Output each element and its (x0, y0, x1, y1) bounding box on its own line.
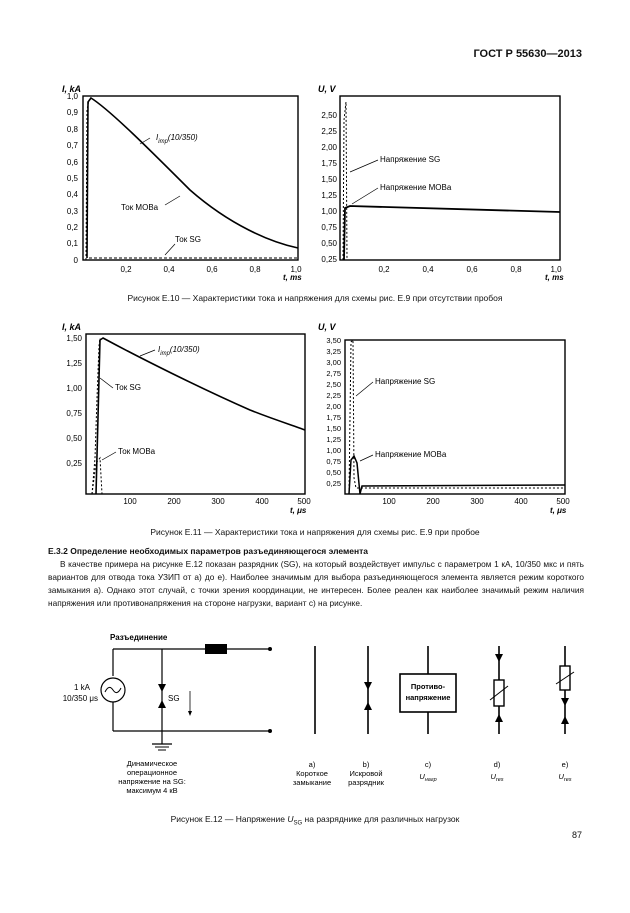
ytick: 1,0 (66, 92, 78, 101)
ytick: 3,50 (326, 336, 341, 345)
xtick: 100 (123, 497, 137, 506)
fig10-right-ylabel: U, V (318, 84, 336, 94)
xtick: 0,8 (249, 265, 261, 274)
ytick: 0 (73, 256, 78, 265)
svg-text:Ures: $U_{res}$ (490, 772, 504, 783)
svg-text:a): a) (308, 760, 316, 769)
ytick: 3,00 (326, 358, 341, 367)
svg-text:напряжение: напряжение (405, 693, 451, 702)
mov-current-label-11: Ток МОВа (118, 447, 156, 456)
ytick: 1,25 (326, 435, 341, 444)
dynamic-voltage-note (118, 759, 186, 795)
ytick: 1,75 (326, 413, 341, 422)
source-waveform: 10/350 μs (62, 694, 98, 703)
ytick: 1,75 (321, 159, 337, 168)
svg-text:e): e) (561, 760, 569, 769)
svg-text:Ures: $U_{res}$ (558, 772, 572, 783)
fig11-caption: Рисунок Е.11 — Характеристики тока и напряжения для схемы рис. Е.9 при пробое (150, 527, 480, 537)
fuse-element (205, 644, 227, 654)
svg-text:замыкание: замыкание (292, 778, 332, 787)
xtick: 0,4 (163, 265, 175, 274)
disconnect-label: Разъединение (110, 633, 168, 642)
ytick: 1,00 (66, 384, 82, 393)
ytick: 2,25 (321, 127, 337, 136)
fig10-right-plot (318, 84, 564, 282)
ytick: 0,75 (326, 457, 341, 466)
ytick: 0,5 (66, 174, 78, 183)
xtick: 0,2 (120, 265, 132, 274)
ytick: 3,25 (326, 347, 341, 356)
xtick: 400 (514, 497, 528, 506)
mov-current-label: Ток МОВа (121, 203, 159, 212)
ytick: 1,50 (326, 424, 341, 433)
page-number: 87 (571, 830, 582, 840)
xtick: 500 (556, 497, 570, 506)
ytick: 0,1 (66, 239, 78, 248)
svg-text:максимум 4 кВ: максимум 4 кВ (126, 786, 178, 795)
xtick: 500 (297, 497, 311, 506)
ytick: 0,50 (321, 239, 337, 248)
svg-text:Uнагр: $U_{нагр}$ (419, 772, 437, 783)
fig10-left-xticks (120, 265, 302, 274)
fig10-right-xticks (378, 265, 562, 274)
ytick: 1,00 (321, 207, 337, 216)
fig11-right-xticks (382, 497, 570, 506)
mov-voltage-curve (344, 206, 560, 260)
xtick: 0,4 (422, 265, 434, 274)
ytick: 1,25 (321, 191, 337, 200)
ytick: 0,25 (66, 459, 82, 468)
ytick: 2,25 (326, 391, 341, 400)
ytick: 0,4 (66, 190, 78, 199)
xtick: 0,8 (510, 265, 522, 274)
sg-current-label: Ток SG (175, 235, 201, 244)
ytick: 0,75 (66, 409, 82, 418)
sg-arrow-down (158, 684, 166, 692)
fig11-left-ylabel: I, kA (62, 322, 82, 332)
ytick: 0,7 (66, 141, 78, 150)
ytick: 0,25 (321, 255, 337, 264)
ytick: 1,25 (66, 359, 82, 368)
svg-text:c): c) (424, 760, 432, 769)
ytick: 0,50 (326, 468, 341, 477)
fig10-caption: Рисунок Е.10 — Характеристики тока и напряжения для схемы рис. Е.9 при отсутствии пробоя (127, 293, 503, 303)
iimp-curve-11 (96, 338, 305, 494)
xtick: 0,2 (378, 265, 390, 274)
xtick: 1,0 (550, 265, 562, 274)
svg-text:разрядник: разрядник (348, 778, 384, 787)
svg-text:Динамическое: Динамическое (126, 759, 178, 768)
fig11-left-xticks (123, 497, 311, 506)
ytick: 2,00 (321, 143, 337, 152)
xtick: 0,6 (466, 265, 478, 274)
ytick: 0,25 (326, 479, 341, 488)
xtick: 300 (470, 497, 484, 506)
iimp-label: $I_{imp}(10/350)$ (156, 133, 198, 145)
fig10-left-ylabel: I, kA (62, 84, 82, 94)
mov-voltage-label-11: Напряжение МОВа (375, 450, 447, 459)
ytick: 2,50 (321, 111, 337, 120)
fig11-left-plot (62, 322, 311, 515)
xtick: 200 (426, 497, 440, 506)
xtick: 1,0 (290, 265, 302, 274)
svg-text:b): b) (362, 760, 370, 769)
xtick: 100 (382, 497, 396, 506)
svg-text:операционное: операционное (126, 768, 178, 777)
fig10-right-yticks (321, 111, 337, 264)
section-heading: Е.3.2 Определение необходимых параметров разъединяющегося элемента (48, 546, 369, 556)
ytick: 2,50 (326, 380, 341, 389)
xtick: 0,6 (206, 265, 218, 274)
ytick: 0,75 (321, 223, 337, 232)
xtick: 200 (167, 497, 181, 506)
ytick: 2,00 (326, 402, 341, 411)
fig10-right-xlabel: t, ms (545, 273, 564, 282)
sg-current-label-11: Ток SG (115, 383, 141, 392)
ytick: 0,2 (66, 223, 78, 232)
xtick: 400 (255, 497, 269, 506)
ytick: 0,6 (66, 158, 78, 167)
ytick: 0,8 (66, 125, 78, 134)
fig10-left-plot (62, 84, 302, 282)
svg-text:Искровой: Искровой (349, 769, 383, 778)
svg-text:напряжение на SG:: напряжение на SG: (118, 777, 186, 786)
mov-voltage-label: Напряжение МОВа (380, 183, 452, 192)
svg-text:d): d) (493, 760, 501, 769)
sg-voltage-label-11: Напряжение SG (375, 377, 436, 386)
variant-labels (293, 760, 572, 787)
fig11-left-xlabel: t, μs (290, 506, 307, 515)
fig11-right-yticks (326, 336, 341, 488)
sg-label: SG (168, 694, 180, 703)
ytick: 0,3 (66, 207, 78, 216)
sg-voltage-curve-11 (349, 340, 565, 494)
standard-header: ГОСТ Р 55630—2013 (473, 48, 582, 60)
fig11-right-plot (318, 322, 570, 515)
figure-e11 (0, 318, 630, 518)
fig10-left-xlabel: t, ms (283, 273, 302, 282)
svg-text:Противо-: Противо- (410, 682, 446, 691)
ytick: 2,75 (326, 369, 341, 378)
ytick: 0,9 (66, 108, 78, 117)
fig11-right-xlabel: t, μs (550, 506, 567, 515)
iimp-label-11: $I_{imp}(10/350)$ (158, 345, 200, 357)
figure-e12 (0, 626, 630, 816)
iimp-curve (87, 98, 298, 258)
sg-voltage-label: Напряжение SG (380, 155, 441, 164)
fig11-left-yticks (66, 334, 82, 468)
section-paragraph: В качестве примера на рисунке Е.12 показан разрядник (SG), на который воздействует импульс с параметром 1 кА, 10/350 мкс и пять вариантов для отвода тока УЗИП от а) до е). Наиболее значимым для выбора разъединяющегося элемента является режим короткого замыкания а). Однако этот случай, с точки зрения координации, не интересен. Более реален как наиболее значимый режим наличия напряжения или противонапряжения на стороне нагрузки, вариант с) на рисунке. (48, 559, 584, 608)
sg-arrow-up (158, 700, 166, 708)
figure-e10 (0, 80, 630, 290)
svg-text:Короткое: Короткое (296, 769, 328, 778)
ytick: 1,50 (321, 175, 337, 184)
fig12-caption: Рисунок Е.12 — Напряжение $U_{SG}$ на разряднике для различных нагрузок (170, 814, 460, 827)
xtick: 300 (211, 497, 225, 506)
ytick: 1,50 (66, 334, 82, 343)
fig10-left-yticks (67, 92, 79, 265)
ytick: 1,00 (326, 446, 341, 455)
ytick: 0,50 (66, 434, 82, 443)
fig11-right-ylabel: U, V (318, 322, 336, 332)
source-current: 1 kA (73, 683, 90, 692)
